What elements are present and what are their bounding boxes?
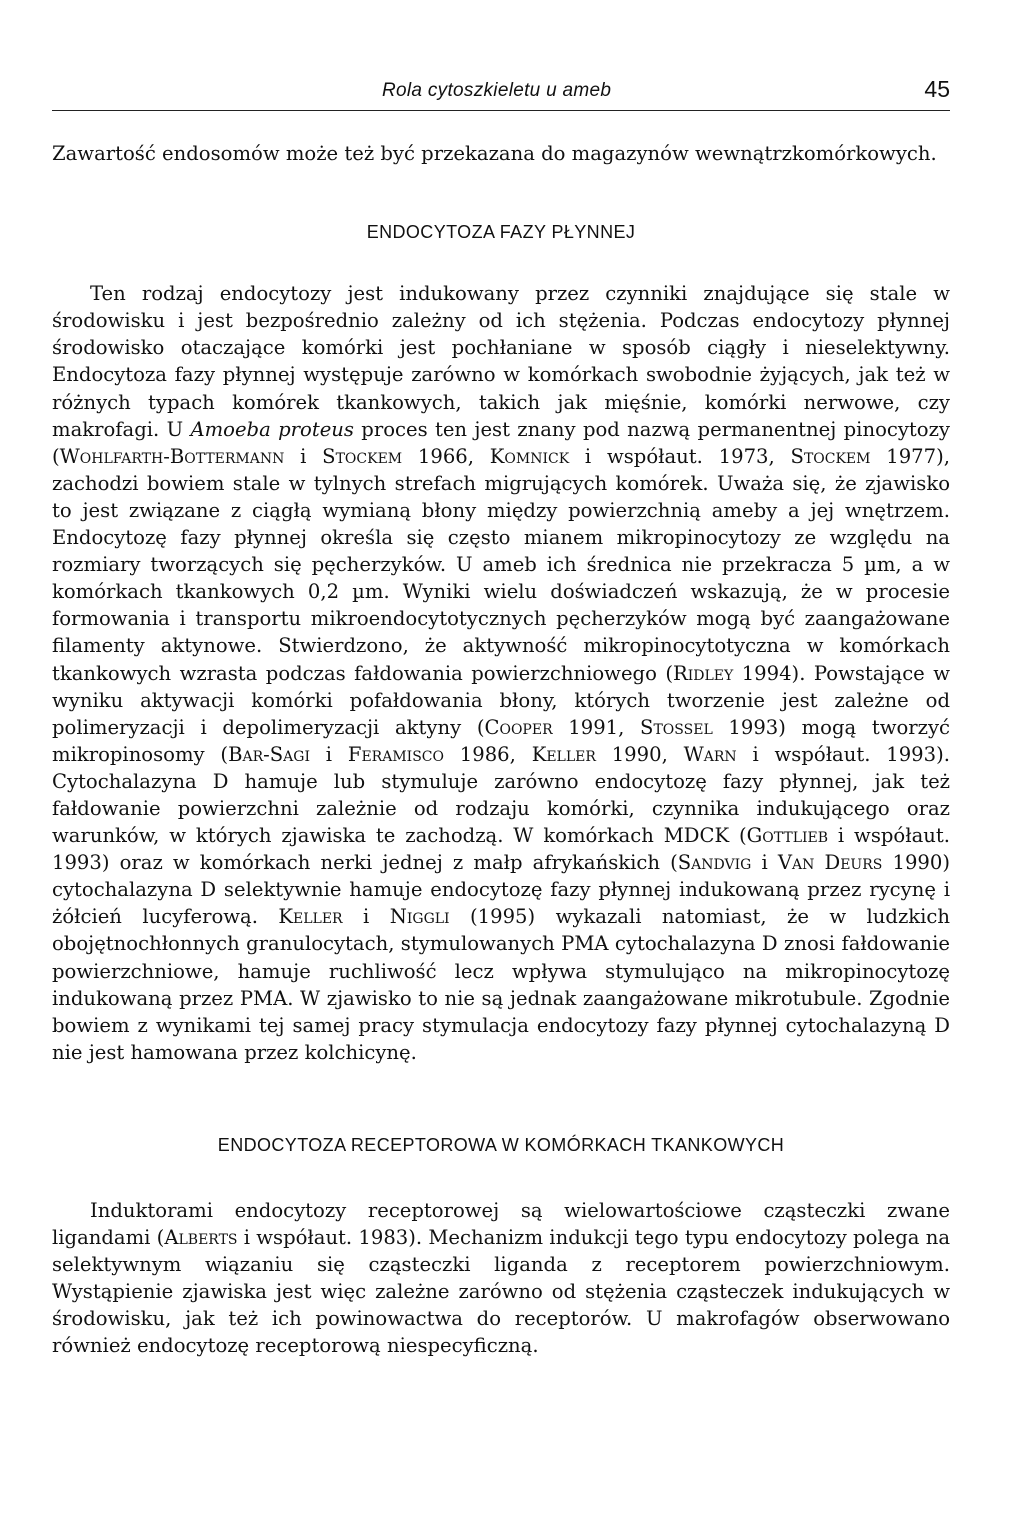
running-head [52,78,950,111]
citation-author: Wohlfarth-Bottermann [59,444,285,468]
citation-author: Niggli [389,905,450,929]
citation-author: Alberts [164,1226,238,1250]
citation-author: Van Deurs [777,851,883,875]
citation-author: Keller [278,905,343,929]
citation-author: Ridley [672,661,734,685]
citation-author: Stockem [790,444,871,468]
body-text [52,140,950,1360]
citation-author: Feramisco [347,742,444,766]
page-number: 45 [924,76,950,102]
paragraph-receptor: Induktorami endocytozy receptorowej są wielowartościowe cząsteczki zwane ligandami (Alberts i współaut. 1983). Mechanizm indukcji tego typu endocytozy polega na selektywnym wiązaniu się cząsteczki liganda z receptorem powierzchniowym. Wystąpienie zjawiska jest więc zależne zarówno od stężenia cząsteczek indukujących w środowisku, jak też ich powinowactwa do receptorów. U makrofagów obserwowano również endocytozę receptorową niespecyficzną. [52,1199,950,1358]
section-title-fluid-phase: ENDOCYTOZA FAZY PŁYNNEJ [366,222,636,243]
citation-author: Cooper [484,715,553,739]
running-title: Rola cytoszkieletu u ameb [382,80,612,101]
citation-author: Bar-Sagi [228,742,310,766]
citation-author: Keller [531,742,596,766]
citation-author: Sandvig [677,851,752,875]
species-name: Amoeba proteus [190,417,354,441]
section-title-receptor: ENDOCYTOZA RECEPTOROWA W KOMÓRKACH TKANKOWYCH [217,1134,785,1155]
citation-author: Gottlieb [746,824,829,848]
citation-author: Warn [683,742,737,766]
citation-author: Stossel [640,715,713,739]
paragraph-fluid-phase: Ten rodzaj endocytozy jest indukowany przez czynniki znajdujące się stale w środowisku i jest bezpośrednio zależny od ich stężenia. Podczas endocytozy płynnej środowisko otaczające komórki jest pochłaniane w sposób ciągły i nieselektywny. Endocytoza fazy płynnej występuje zarówno w komórkach swobodnie żyjących, jak też w różnych typach komórek tkankowych, takich jak mięśnie, komórki nerwowe, czy makrofagi. U Amoeba proteus proces ten jest znany pod nazwą permanentnej pinocytozy (Wohlfarth-Bottermann i Stockem 1966, Komnick i współaut. 1973, Stockem 1977), zachodzi bowiem stale w tylnych strefach migrujących komórek. Uważa się, że zjawisko to jest związane z ciągłą wymianą błony między powierzchnią ameby a jej wnętrzem. Endocytozę fazy płynnej określa się często mianem mikropinocytozy ze względu na rozmiary tworzących się pęcherzyków. U ameb ich średnica nie przekracza 5 µm, a w komórkach tkankowych 0,2 µm. Wyniki wielu doświadczeń wskazują, że w procesie formowania i transportu mikroendocytotycznych pęcherzyków mogą być zaangażowane filamenty aktynowe. Stwierdzono, że aktywność mikropinocytotyczna w komórkach tkankowych wzrasta podczas fałdowania powierzchniowego (Ridley 1994). Powstające w wyniku aktywacji komórki pofałdowania błony, których tworzenie jest zależne od polimeryzacji i depolimeryzacji aktyny (Cooper 1991, Stossel 1993) mogą tworzyć mikropinosomy (Bar-Sagi i Feramisco 1986, Keller 1990, Warn i współaut. 1993). Cytochalazyna D hamuje lub stymuluje zarówno endocytozę fazy płynnej, jak też fałdowanie powierzchni zależnie od rodzaju komórki, czynnika indukującego oraz warunków, w których zjawiska te zachodzą. W komórkach MDCK (Gottlieb i współaut. 1993) oraz w komórkach nerki jednej z małp afrykańskich (Sandvig i Van Deurs 1990) cytochalazyna D selektywnie hamuje endocytozę fazy płynnej indukowaną przez rycynę i żółcień lucyferową. Keller i Niggli (1995) wykazali natomiast, że w ludzkich obojętnochłonnych granulocytach, stymulowanych PMA cytochalazyna D znosi fałdowanie powierzchniowe, hamuje ruchliwość lecz wpływa stymulująco na mikropinocytozę indukowaną przez PMA. W zjawisko to nie są jednak zaangażowane mikrotubule. Zgodnie bowiem z wynikami tej samej pracy stymulacja endocytozy fazy płynnej cytochalazyną D nie jest hamowana przez kolchicynę. [52,282,951,1064]
citation-author: Stockem [322,444,403,468]
intro-paragraph: Zawartość endosomów może też być przekazana do magazynów wewnątrzkomórkowych. [52,142,937,165]
citation-author: Komnick [489,444,570,468]
